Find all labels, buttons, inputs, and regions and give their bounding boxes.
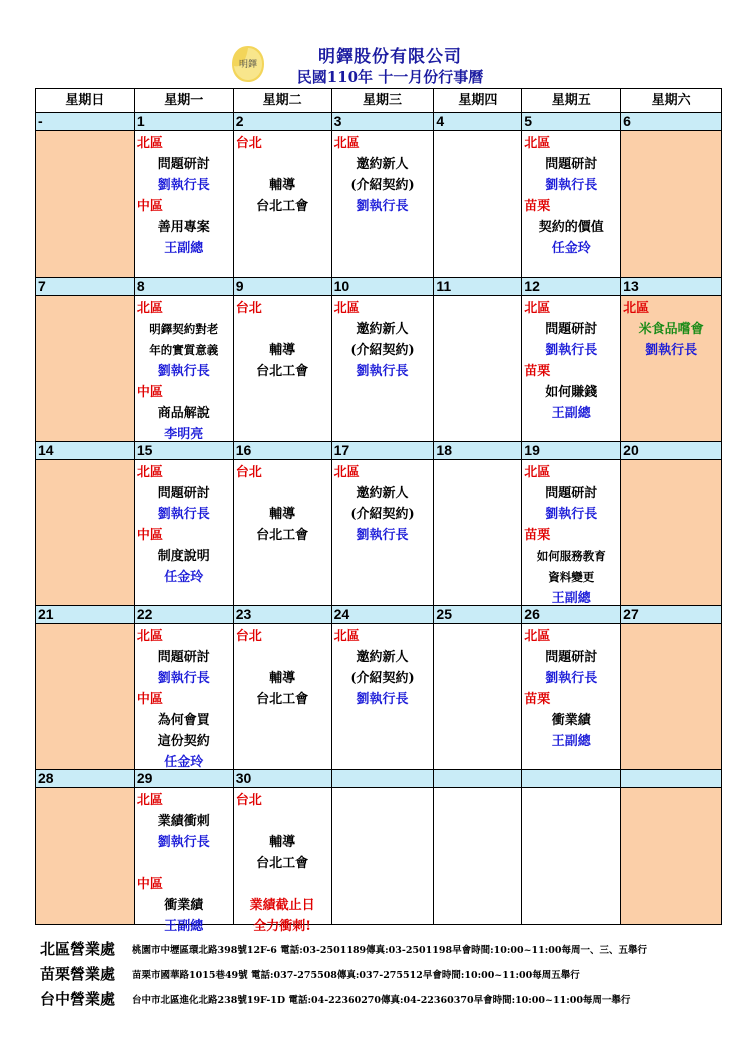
day-cell	[522, 624, 621, 770]
day-cell	[434, 624, 522, 770]
date-number: 20	[621, 442, 722, 460]
event-line: 問題研討	[157, 650, 210, 665]
day-cell	[135, 296, 234, 442]
day-cell	[332, 131, 435, 278]
event-line	[234, 483, 331, 504]
event-line: 業績截止日	[249, 898, 315, 913]
event-line: 米食品嚐會	[638, 322, 704, 337]
day-cell	[234, 788, 332, 934]
date-number: 22	[135, 606, 234, 624]
event-line: 北區	[136, 629, 163, 644]
event-line: 問題研討	[545, 650, 598, 665]
date-number: 18	[434, 442, 522, 460]
date-number-row	[36, 770, 722, 788]
date-number: 13	[621, 278, 722, 296]
date-number-row	[36, 113, 722, 131]
date-number: 26	[522, 606, 621, 624]
day-cell	[621, 624, 722, 770]
date-number	[621, 770, 722, 788]
day-cell	[36, 131, 135, 278]
date-number: 12	[522, 278, 621, 296]
week-row	[36, 460, 722, 606]
event-line: 台北工會	[256, 199, 309, 214]
event-line: 劉執行長	[157, 835, 210, 850]
event-line: 劉執行長	[356, 692, 409, 707]
event-line: 劉執行長	[157, 178, 210, 193]
event-line: 問題研討	[545, 322, 598, 337]
event-line: 台北	[235, 629, 262, 644]
event-line: 台北工會	[256, 364, 309, 379]
day-cell	[621, 460, 722, 606]
event-line: 北區	[333, 465, 360, 480]
event-line: 中區	[136, 692, 163, 707]
header	[0, 40, 750, 88]
office-name: 台中營業處	[40, 990, 116, 1008]
date-number: 8	[135, 278, 234, 296]
event-line: 王副總	[164, 241, 204, 256]
day-cell	[522, 131, 621, 278]
office-info: 苗栗市國華路1015巷49號 電話:037-275508傳真:037-275512早會時間:10:00~11:00每周五舉行	[132, 969, 580, 981]
day-cell	[135, 624, 234, 770]
office-info: 台中市北區進化北路238號19F-1D 電話:04-22360270傳真:04-22360370早會時間:10:00~11:00每周一舉行	[132, 994, 631, 1006]
date-number	[522, 770, 621, 788]
event-line: 輔導	[269, 507, 296, 522]
date-number: 14	[36, 442, 135, 460]
weekday-header: 星期五	[522, 89, 621, 113]
event-line: 王副總	[551, 591, 591, 606]
event-line: 北區	[136, 465, 163, 480]
date-number: 1	[135, 113, 234, 131]
event-line: 王副總	[164, 919, 204, 934]
event-line: 台北	[235, 793, 262, 808]
calendar-grid	[35, 88, 722, 934]
date-number: 25	[434, 606, 522, 624]
event-line: 問題研討	[545, 486, 598, 501]
weekday-header-row	[36, 89, 722, 113]
office-info: 桃園市中壢區環北路398號12F-6 電話:03-2501189傳真:03-2501198早會時間:10:00~11:00每周一、三、五舉行	[132, 944, 647, 956]
day-cell	[234, 460, 332, 606]
event-line: 北區	[524, 629, 551, 644]
event-line: 這份契約	[157, 734, 210, 749]
event-line: 契約的價值	[538, 220, 604, 235]
event-line: 為何會買	[157, 713, 210, 728]
day-cell	[434, 788, 522, 925]
day-cell	[522, 296, 621, 442]
date-number: 6	[621, 113, 722, 131]
event-line	[234, 154, 331, 175]
event-line: 資料變更	[548, 570, 595, 584]
event-line: (介紹契約)	[350, 507, 415, 522]
day-cell	[621, 296, 722, 442]
event-line: 劉執行長	[545, 343, 598, 358]
date-number: 4	[434, 113, 522, 131]
event-line: 任金玲	[164, 755, 204, 770]
event-line: 北區	[524, 465, 551, 480]
event-line: 衝業績	[551, 713, 591, 728]
date-number-row	[36, 606, 722, 624]
day-cell	[434, 131, 522, 278]
date-number: 11	[434, 278, 522, 296]
event-line: 劉執行長	[157, 671, 210, 686]
date-number: 3	[332, 113, 435, 131]
event-line: 苗栗	[524, 364, 551, 379]
event-line: 中區	[136, 199, 163, 214]
date-number: 5	[522, 113, 621, 131]
event-line: 北區	[333, 136, 360, 151]
event-line: 如何服務教育	[536, 549, 606, 563]
logo-text: 明鐸	[238, 60, 258, 70]
event-line: 北區	[524, 301, 551, 316]
event-line: 問題研討	[157, 157, 210, 172]
day-cell	[332, 788, 435, 925]
day-cell	[234, 624, 332, 770]
event-line: 劉執行長	[545, 507, 598, 522]
event-line: 台北工會	[256, 528, 309, 543]
event-line: 輔導	[269, 835, 296, 850]
day-cell	[36, 788, 135, 925]
day-cell	[434, 296, 522, 442]
weekday-header: 星期六	[621, 89, 722, 113]
event-line: 中區	[136, 385, 163, 400]
event-line: (介紹契約)	[350, 671, 415, 686]
event-line: 制度說明	[157, 549, 210, 564]
week-row	[36, 296, 722, 442]
event-line: 業績衝刺	[157, 814, 210, 829]
date-number	[434, 770, 522, 788]
date-number: 27	[621, 606, 722, 624]
event-line: 劉執行長	[545, 178, 598, 193]
event-line: 劉執行長	[157, 364, 210, 379]
calendar-title: 民國110年 十一月份行事曆	[296, 68, 484, 86]
date-number: 19	[522, 442, 621, 460]
event-line: 明鐸契約對老	[149, 322, 219, 336]
office-footer	[40, 936, 740, 1011]
event-line: 台北	[235, 301, 262, 316]
day-cell	[434, 460, 522, 606]
office-row	[40, 936, 740, 961]
day-cell	[621, 131, 722, 278]
event-line: 劉執行長	[545, 671, 598, 686]
date-number: 9	[234, 278, 332, 296]
company-name: 明鐸股份有限公司	[318, 47, 462, 67]
date-number-row	[36, 442, 722, 460]
event-line: 輔導	[269, 671, 296, 686]
week-row	[36, 131, 722, 278]
event-line: 台北	[235, 465, 262, 480]
event-line	[234, 319, 331, 340]
event-line	[234, 811, 331, 832]
event-line	[234, 647, 331, 668]
event-line: 台北	[235, 136, 262, 151]
event-line: 邀約新人	[356, 486, 409, 501]
date-number: 23	[234, 606, 332, 624]
date-number: 30	[234, 770, 332, 788]
weekday-header: 星期一	[135, 89, 234, 113]
date-number: 10	[332, 278, 435, 296]
week-row	[36, 788, 722, 934]
event-line: 苗栗	[524, 528, 551, 543]
event-line: 北區	[524, 136, 551, 151]
event-line: 苗栗	[524, 199, 551, 214]
day-cell	[135, 788, 234, 934]
event-line: 劉執行長	[356, 199, 409, 214]
event-line: 劉執行長	[356, 528, 409, 543]
date-number: 16	[234, 442, 332, 460]
event-line: 李明亮	[164, 427, 204, 442]
office-row	[40, 961, 740, 986]
day-cell	[332, 460, 435, 606]
day-cell	[234, 131, 332, 278]
date-number: 7	[36, 278, 135, 296]
day-cell	[522, 788, 621, 925]
event-line: 衝業績	[164, 898, 204, 913]
event-line: (介紹契約)	[350, 343, 415, 358]
day-cell	[234, 296, 332, 442]
day-cell	[332, 624, 435, 770]
event-line: 邀約新人	[356, 322, 409, 337]
event-line: 北區	[333, 301, 360, 316]
day-cell	[36, 624, 135, 770]
event-line	[135, 853, 233, 874]
weekday-header: 星期二	[234, 89, 332, 113]
date-number	[332, 770, 435, 788]
company-logo	[228, 44, 268, 84]
event-line: 苗栗	[524, 692, 551, 707]
event-line	[234, 874, 331, 895]
day-cell	[522, 460, 621, 606]
event-line: 劉執行長	[157, 507, 210, 522]
date-number: 17	[332, 442, 435, 460]
event-line: 劉執行長	[645, 343, 698, 358]
day-cell	[621, 788, 722, 925]
event-line: 台北工會	[256, 692, 309, 707]
event-line: 善用專案	[157, 220, 210, 235]
event-line: 北區	[623, 301, 650, 316]
office-row	[40, 986, 740, 1011]
weekday-header: 星期四	[434, 89, 522, 113]
event-line: 劉執行長	[356, 364, 409, 379]
date-number-row	[36, 278, 722, 296]
date-number: 28	[36, 770, 135, 788]
day-cell	[135, 131, 234, 278]
event-line: 全力衝刺!	[253, 919, 311, 934]
day-cell	[36, 296, 135, 442]
event-line: 中區	[136, 528, 163, 543]
event-line: 中區	[136, 877, 163, 892]
event-line: 北區	[333, 629, 360, 644]
office-name: 苗栗營業處	[40, 965, 116, 983]
event-line: 北區	[136, 301, 163, 316]
date-number: 29	[135, 770, 234, 788]
event-line: 任金玲	[164, 570, 204, 585]
event-line: 如何賺錢	[545, 385, 598, 400]
event-line: 商品解說	[157, 406, 210, 421]
date-number: 2	[234, 113, 332, 131]
event-line: 北區	[136, 793, 163, 808]
event-line: (介紹契約)	[350, 178, 415, 193]
event-line: 輔導	[269, 178, 296, 193]
event-line: 台北工會	[256, 856, 309, 871]
event-line: 問題研討	[157, 486, 210, 501]
event-line: 王副總	[551, 406, 591, 421]
event-line: 年的實質意義	[149, 343, 219, 357]
weekday-header: 星期三	[332, 89, 435, 113]
week-row	[36, 624, 722, 770]
day-cell	[36, 460, 135, 606]
date-number: 21	[36, 606, 135, 624]
date-number: -	[36, 113, 135, 131]
event-line: 邀約新人	[356, 157, 409, 172]
event-line: 邀約新人	[356, 650, 409, 665]
date-number: 24	[332, 606, 435, 624]
event-line: 任金玲	[551, 241, 591, 256]
office-name: 北區營業處	[40, 940, 116, 958]
day-cell	[135, 460, 234, 606]
event-line: 王副總	[551, 734, 591, 749]
weekday-header: 星期日	[36, 89, 135, 113]
event-line: 北區	[136, 136, 163, 151]
date-number: 15	[135, 442, 234, 460]
event-line: 輔導	[269, 343, 296, 358]
day-cell	[332, 296, 435, 442]
event-line: 問題研討	[545, 157, 598, 172]
